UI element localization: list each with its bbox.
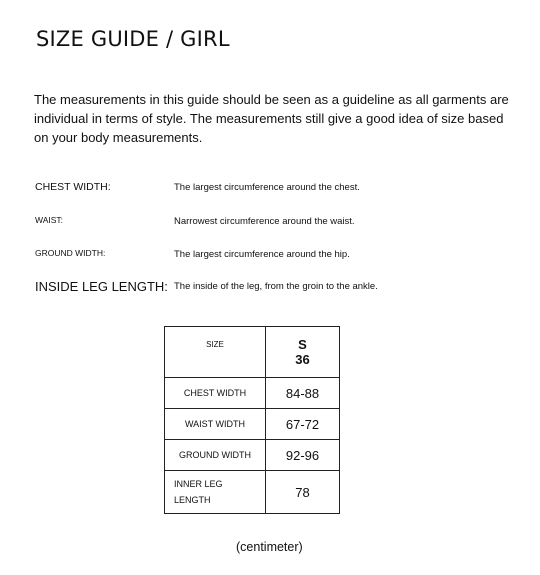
row-label-line2: LENGTH — [174, 495, 211, 505]
table-cell-value: 92-96 — [266, 440, 340, 471]
table-row — [165, 409, 340, 440]
page-title: SIZE GUIDE / GIRL — [36, 27, 230, 51]
row-label: GROUND WIDTH — [179, 450, 251, 460]
definition-inside-leg-length — [35, 280, 515, 298]
table-cell-value: 78 — [266, 471, 340, 514]
table-cell-size-value — [266, 327, 340, 378]
definition-term: GROUND WIDTH: — [35, 248, 106, 258]
row-label-line1: INNER LEG — [174, 479, 223, 489]
definition-desc: The largest circumference around the hip. — [174, 249, 350, 260]
row-label — [165, 476, 223, 508]
size-letter: S — [298, 337, 307, 352]
definition-ground-width — [35, 248, 515, 266]
row-label: WAIST WIDTH — [185, 419, 245, 429]
table-row — [165, 471, 340, 514]
table-cell-size-label — [165, 327, 266, 378]
size-number: 36 — [295, 352, 310, 367]
table-cell-label — [165, 471, 266, 514]
definition-desc: The inside of the leg, from the groin to the ankle. — [174, 281, 378, 292]
size-table — [164, 326, 340, 514]
table-cell-label — [165, 440, 266, 471]
definition-desc: Narrowest circumference around the waist. — [174, 216, 355, 227]
definition-desc: The largest circumference around the chest. — [174, 182, 360, 193]
definition-waist — [35, 215, 515, 233]
table-cell-label — [165, 378, 266, 409]
intro-text: The measurements in this guide should be seen as a guideline as all garments are individual in terms of style. The measurements still give a good idea of size based on your body measurements. — [34, 92, 509, 145]
definition-term: WAIST: — [35, 215, 64, 225]
table-cell-label — [165, 409, 266, 440]
definition-chest-width — [35, 181, 515, 199]
table-row — [165, 378, 340, 409]
table-cell-value: 84-88 — [266, 378, 340, 409]
size-header-label: SIZE — [206, 340, 224, 349]
unit-caption: (centimeter) — [236, 540, 303, 554]
row-label: CHEST WIDTH — [183, 388, 247, 398]
definition-term: CHEST WIDTH: — [35, 181, 111, 193]
table-cell-value: 67-72 — [266, 409, 340, 440]
table-header-row — [165, 327, 340, 378]
table-row — [165, 440, 340, 471]
definition-term: INSIDE LEG LENGTH: — [35, 279, 168, 294]
